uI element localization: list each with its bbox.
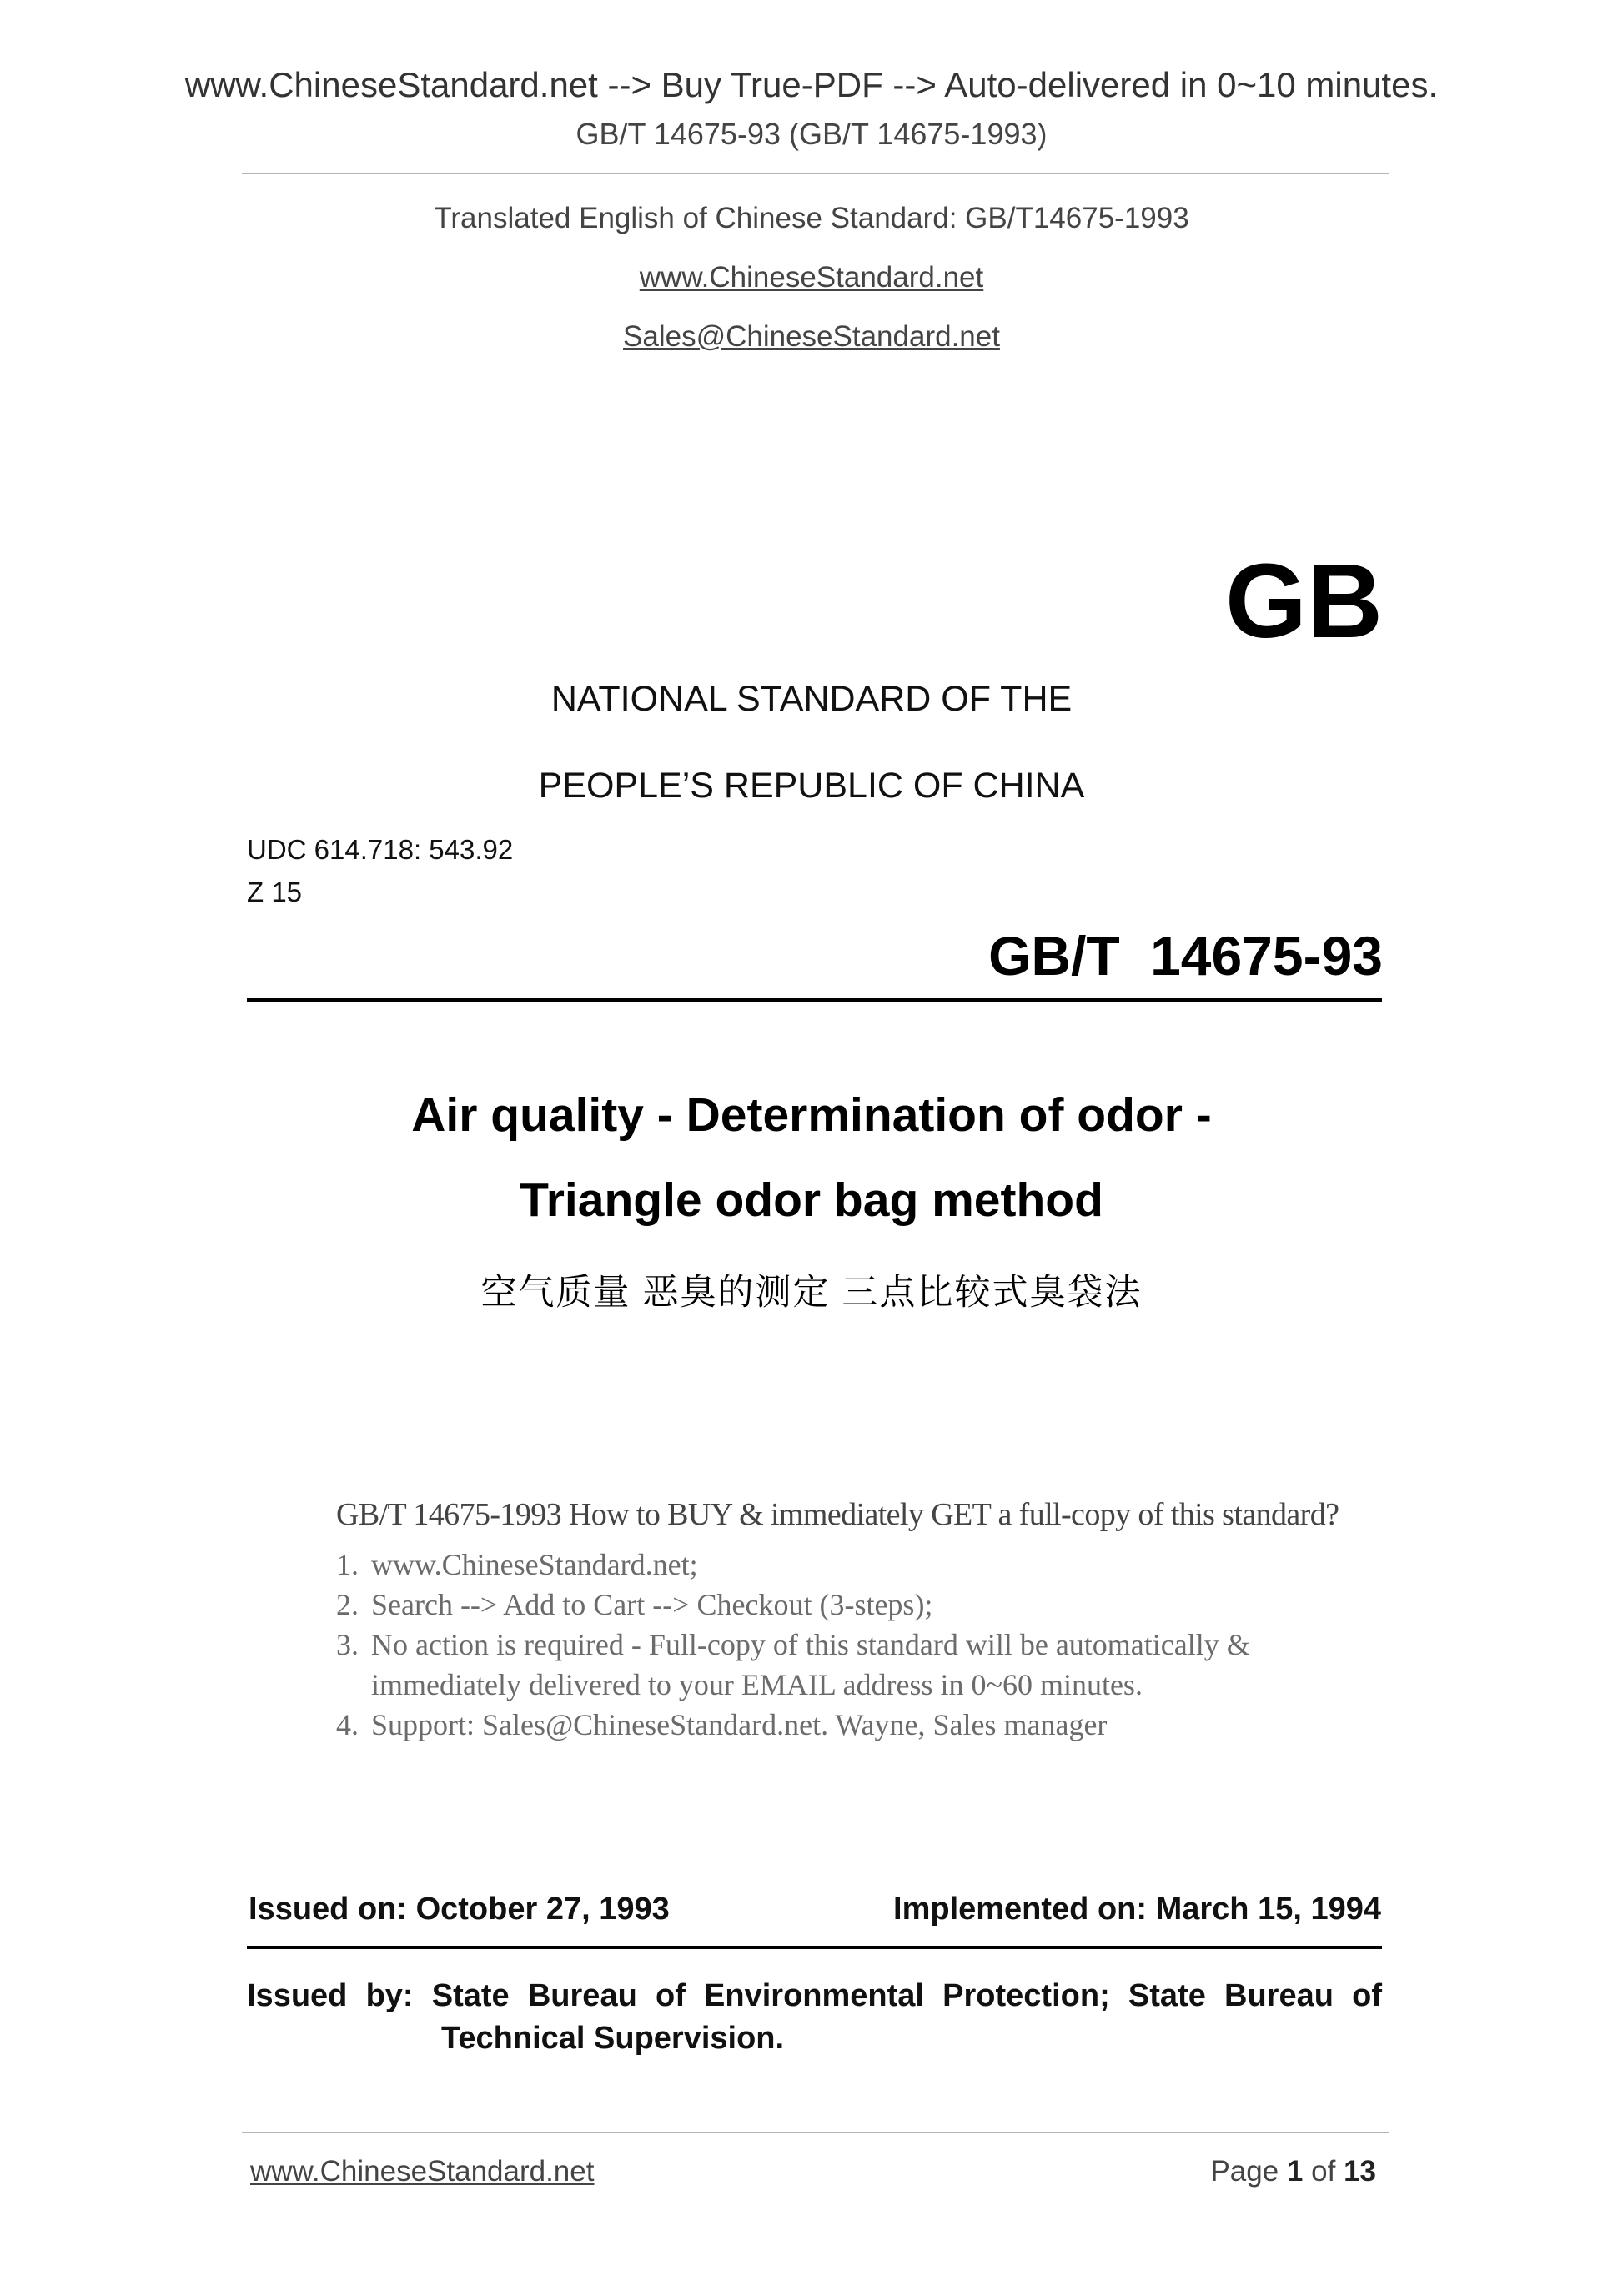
header-divider	[242, 173, 1389, 174]
list-item	[336, 1625, 1404, 1705]
list-item-number: 2.	[336, 1588, 359, 1621]
page-of: of	[1311, 2155, 1336, 2188]
list-item-number: 1.	[336, 1548, 359, 1581]
buy-steps-list	[336, 1545, 1404, 1745]
issued-date: Issued on: October 27, 1993	[249, 1892, 670, 1927]
issued-by-line1: Issued by: State Bureau of Environmental Protection; State Bureau of	[247, 1978, 1382, 2013]
list-item-number: 4.	[336, 1708, 359, 1741]
dates-divider	[247, 1946, 1382, 1949]
implemented-date: Implemented on: March 15, 1994	[893, 1892, 1381, 1927]
title-chinese: 空气质量 恶臭的测定 三点比较式臭袋法	[480, 1273, 1143, 1313]
national-standard-line2: PEOPLE’S REPUBLIC OF CHINA	[538, 766, 1085, 806]
list-item	[336, 1545, 1404, 1585]
page-number	[1210, 2155, 1376, 2188]
gb-mark: GB	[1225, 542, 1383, 660]
issued-by-line2: Technical Supervision.	[441, 2021, 785, 2056]
standard-number: GB/T 14675-93	[988, 925, 1383, 987]
national-standard-line1: NATIONAL STANDARD OF THE	[550, 679, 1073, 719]
udc-code: UDC 614.718: 543.92	[247, 834, 514, 865]
buy-instructions-title: GB/T 14675-1993 How to BUY & immediately GET a full-copy of this standard?	[336, 1497, 1339, 1532]
list-item	[336, 1585, 1404, 1625]
website-link-wrap	[0, 261, 1623, 294]
list-item-text: Search --> Add to Cart --> Checkout (3-steps);	[371, 1588, 933, 1621]
list-item-text: Support: Sales@ChineseStandard.net. Wayne, Sales manager	[371, 1708, 1108, 1741]
list-item	[336, 1705, 1404, 1745]
title-line2: Triangle odor bag method	[520, 1173, 1103, 1227]
footer-website-link[interactable]: www.ChineseStandard.net	[250, 2155, 595, 2188]
list-item-text: No action is required - Full-copy of this standard will be automatically & immediately delivered to your EMAIL address in 0~60 minutes.	[371, 1628, 1250, 1701]
title-line1: Air quality - Determination of odor -	[411, 1088, 1212, 1142]
header-banner: www.ChineseStandard.net --> Buy True-PDF --> Auto-delivered in 0~10 minutes.	[184, 65, 1439, 104]
issued-by	[247, 1978, 1382, 2057]
page-current: 1	[1286, 2155, 1304, 2188]
website-link[interactable]: www.ChineseStandard.net	[639, 261, 984, 294]
list-item-number: 3.	[336, 1628, 359, 1661]
classification-code: Z 15	[247, 877, 303, 907]
standard-number-divider	[247, 998, 1382, 1002]
footer-divider	[242, 2132, 1389, 2133]
page-total: 13	[1344, 2155, 1376, 2188]
email-link-wrap	[0, 320, 1623, 354]
header-standard-reference: GB/T 14675-93 (GB/T 14675-1993)	[575, 117, 1048, 151]
translated-line: Translated English of Chinese Standard: GB/T14675-1993	[434, 202, 1189, 234]
email-link[interactable]: Sales@ChineseStandard.net	[623, 320, 1000, 353]
list-item-text: www.ChineseStandard.net;	[371, 1548, 698, 1581]
buy-instructions	[336, 1496, 1404, 1745]
page-label: Page	[1210, 2155, 1279, 2188]
